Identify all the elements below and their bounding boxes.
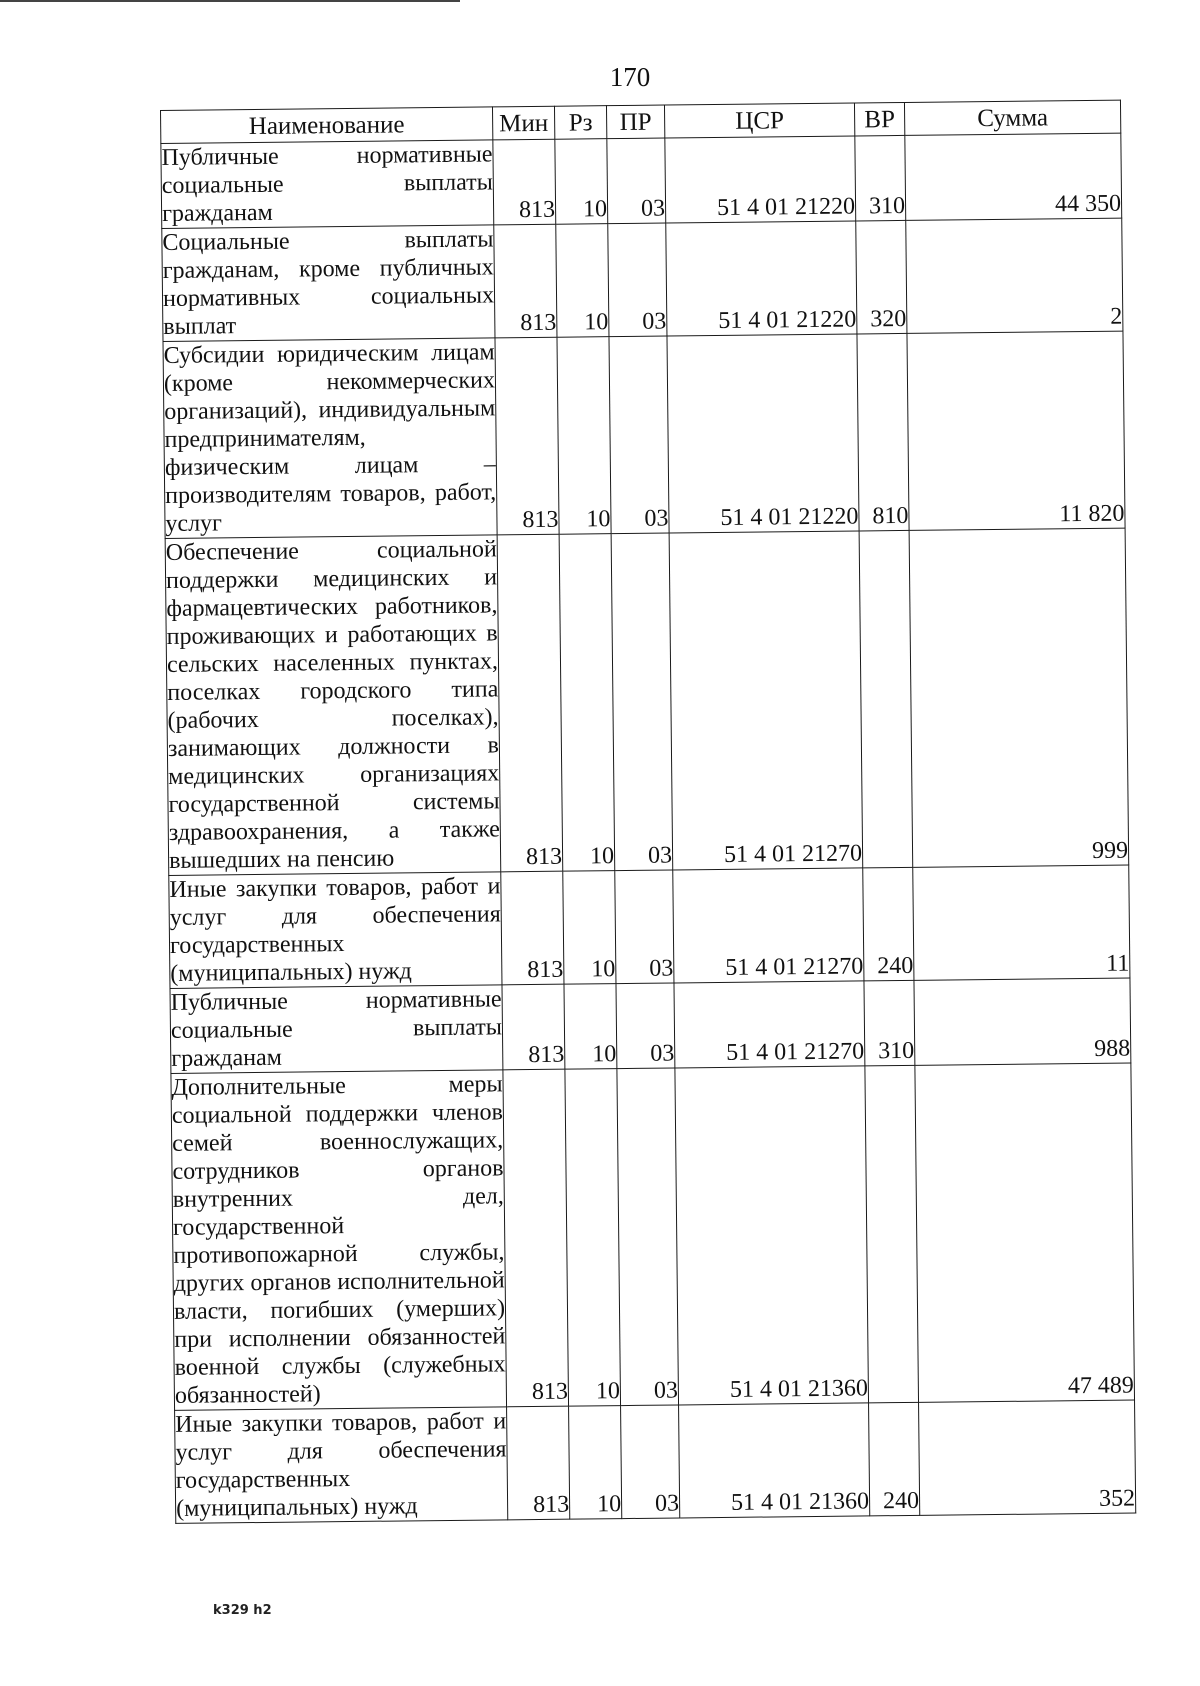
header-rz: Рз [554,106,606,140]
header-name: Наименование [161,107,493,144]
row-pr: 03 [608,223,667,337]
row-rz: 10 [557,337,611,535]
row-name: Публичные нормативные социальные выплаты гражданам [161,141,493,227]
row-csr: 51 4 01 21270 [674,981,865,1068]
row-csr: 51 4 01 21220 [666,221,857,336]
row-csr: 51 4 01 21270 [673,868,864,983]
row-min: 813 [493,139,556,225]
row-csr: 51 4 01 21220 [667,334,859,533]
row-rz: 10 [563,871,616,985]
table-body [161,133,1136,1523]
row-sum: 47 489 [915,1063,1135,1402]
header-csr: ЦСР [664,103,854,138]
table-row [165,528,1129,875]
row-vr: 310 [864,980,915,1066]
row-min: 813 [502,984,565,1070]
row-rz: 10 [569,1406,622,1520]
header-sum: Сумма [904,100,1120,135]
table-row [169,865,1130,988]
row-name: Публичные нормативные социальные выплаты гражданам [170,986,503,1072]
row-min: 813 [497,534,563,872]
row-sum: 11 [913,865,1130,980]
row-sum: 999 [909,528,1129,867]
footer-document-code: k329 h2 [213,1603,272,1618]
row-pr: 03 [616,983,675,1069]
table-row [170,978,1131,1073]
row-vr: 810 [857,333,909,531]
header-pr: ПР [606,105,664,139]
row-name: Субсидии юридическим лицам (кроме некоммерческих организаций), индивидуальным предпринимателям, физическим лицам – производителям товаров, работ, услуг [163,339,497,537]
row-pr: 03 [609,336,669,534]
budget-table-sheet [160,100,1135,1524]
row-vr [865,1065,919,1403]
row-rz: 10 [564,984,617,1070]
table-row [162,218,1123,341]
row-rz: 10 [565,1069,621,1407]
row-rz: 10 [559,534,615,872]
row-pr: 03 [621,1405,680,1519]
row-csr: 51 4 01 21220 [665,136,856,223]
row-rz: 10 [555,139,608,225]
row-min: 813 [495,337,559,535]
row-name: Иные закупки товаров, работ и услуг для обеспечения государственных (муниципальных) нужд [169,873,501,987]
header-min: Мин [492,106,554,140]
row-vr [859,530,913,868]
row-sum: 352 [919,1400,1136,1515]
table-row [175,1400,1136,1523]
page-number: 170 [609,62,651,92]
row-pr: 03 [611,533,673,871]
row-pr: 03 [615,870,674,984]
row-rz: 10 [556,224,609,338]
row-name: Иные закупки товаров, работ и услуг для обеспечения государственных (муниципальных) нужд [175,1408,507,1522]
row-vr: 240 [863,867,914,981]
row-csr: 51 4 01 21270 [669,531,863,870]
row-min: 813 [507,1406,570,1520]
row-sum: 2 [906,218,1123,333]
row-csr: 51 4 01 21360 [679,1403,870,1518]
row-min: 813 [503,1069,569,1407]
budget-table [160,100,1136,1524]
row-vr: 240 [869,1402,920,1516]
row-name: Обеспечение социальной поддержки медицинских и фармацевтических работников, проживающих и работающих в сельских населенных пунктах, поселках городского типа (рабочих поселках), занимающих должности в медицинских организациях государственной системы здравоохранения, а также вышедших на пенсию [165,536,500,874]
row-vr: 310 [855,135,906,221]
row-sum: 988 [914,978,1131,1065]
row-min: 813 [494,224,557,338]
top-edge-rule [0,0,460,2]
row-csr: 51 4 01 21360 [675,1066,869,1405]
row-pr: 03 [617,1068,679,1406]
table-row [161,133,1122,228]
row-pr: 03 [607,138,666,224]
row-min: 813 [501,871,564,985]
row-sum: 44 350 [905,133,1122,220]
row-vr: 320 [856,220,907,334]
header-vr: ВР [854,102,904,136]
row-sum: 11 820 [907,331,1125,530]
row-name: Дополнительные меры социальной поддержки членов семей военнослужащих, сотрудников органов внутренних дел, государственной противопожарной службы, других органов исполнительной власти, погибших (умерших) при исполнении обязанностей военной службы (служебных обязанностей) [171,1071,506,1409]
row-name: Социальные выплаты гражданам, кроме публичных нормативных социальных выплат [162,226,495,340]
table-row [163,331,1125,538]
table-row [171,1063,1135,1410]
